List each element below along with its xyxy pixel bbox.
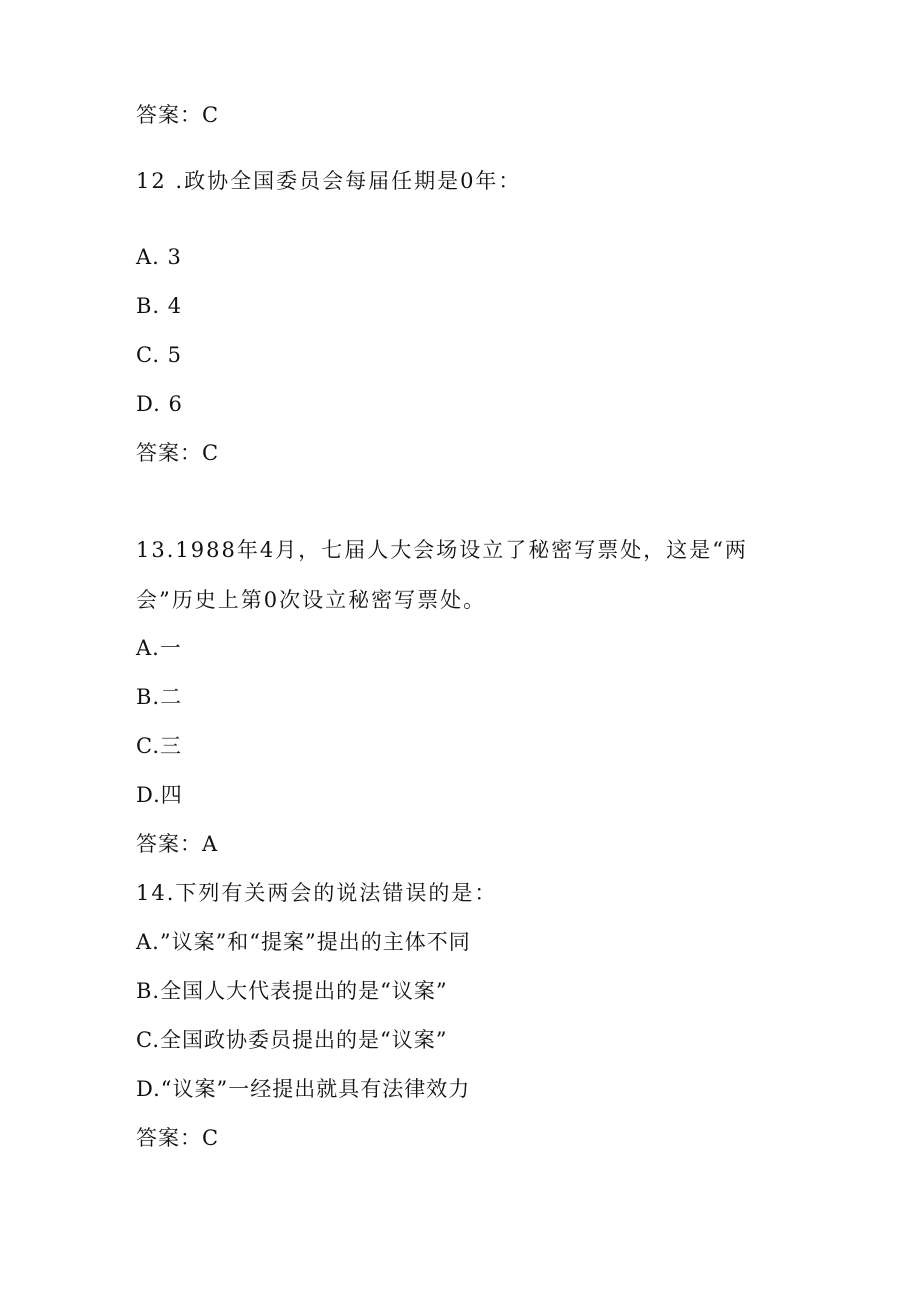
question-stem: 12 .政协全国委员会每届任期是0年： [136,169,522,193]
option-d: D.“议案”一经提出就具有法律效力 [136,1077,471,1101]
option-c: C.全国政协委员提出的是“议案” [136,1028,448,1052]
answer-line: 答案：C [136,1126,220,1150]
option-b: B.二 [136,685,183,709]
answer-line: 答案：C [136,441,220,465]
option-b: B.全国人大代表提出的是“议案” [136,979,448,1003]
option-a: A. 3 [136,245,182,269]
option-c: C. 5 [136,343,183,367]
option-d: D. 6 [136,392,183,416]
option-d: D.四 [136,783,183,807]
option-b: B. 4 [136,294,183,318]
answer-line: 答案：A [136,832,219,856]
question-stem: 14.下列有关两会的说法错误的是： [136,881,498,905]
option-a: A.”议案”和“提案”提出的主体不同 [136,930,471,954]
question-stem-continued: 会”历史上第0次设立秘密写票处。 [136,588,487,612]
option-a: A.一 [136,636,182,660]
option-c: C.三 [136,734,182,758]
answer-line: 答案：C [136,103,220,127]
question-stem: 13.1988年4月，七届人大会场设立了秘密写票处，这是“两 [136,538,748,562]
